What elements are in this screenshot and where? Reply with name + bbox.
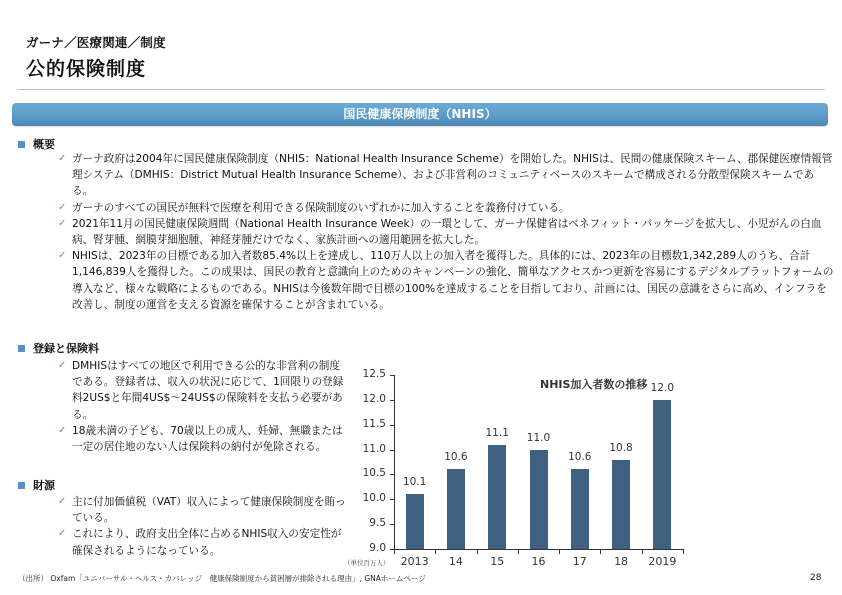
section-heading-finance: [18, 477, 55, 493]
bar-value-label: 11.0: [526, 431, 551, 444]
y-tick: [390, 499, 394, 500]
list-item: [58, 248, 834, 313]
overview-bullet-list: [58, 151, 834, 313]
y-tick: [390, 524, 394, 525]
section-heading-label: 登録と保険料: [33, 342, 99, 355]
x-tick-label: 18: [614, 555, 629, 568]
bullet-text: 18歳未満の子ども、70歳以上の成人、妊婦、無職または一定の居住地のない人は保険料の納付が免除される。: [72, 424, 343, 454]
bar: [406, 494, 424, 549]
list-item: [58, 526, 348, 558]
page-number: 28: [810, 573, 822, 583]
x-tick: [683, 549, 684, 554]
x-tick-label: 2019: [648, 555, 677, 568]
bar-value-label: 11.1: [485, 426, 509, 439]
list-item: [58, 423, 348, 455]
square-icon: [18, 345, 25, 352]
y-tick: [390, 450, 394, 451]
chart-title: NHIS加入者数の推移: [540, 378, 648, 391]
bar: [571, 469, 589, 549]
square-icon: [18, 482, 25, 489]
y-tick-label: 10.5: [362, 467, 386, 480]
bar-value-label: 12.0: [650, 381, 675, 394]
bullet-text: NHISは、2023年の目標である加入者数85.4%以上を達成し、110万人以上の加入者を獲得した。具体的には、2023年の目標数1,342,289人のうち、合計1,146,839人を獲得した。この成果は、国民の教育と意識向上のためのキャンペーンの強化、簡単なアクセスかつ更新を容易にするデジタルプラットフォームの導入など、様々な戦略によるものである。NHISは今後数年間で目標の100%を達成することを目指しており、計画には、国民の意識をさらに高め、インフラを改善し、制度の運営を支える資源を確保することが含まれている。: [72, 250, 834, 311]
x-tick-label: 17: [572, 555, 587, 568]
x-tick: [559, 549, 560, 554]
section-band-nhis: 国民健康保険制度（NHIS）: [12, 103, 828, 126]
check-icon: ✓: [58, 153, 67, 164]
x-tick: [518, 549, 519, 554]
x-tick: [435, 549, 436, 554]
y-axis: [394, 375, 395, 549]
finance-bullet-list: [58, 494, 348, 559]
enrollment-bar-chart: [330, 362, 790, 572]
y-tick-label: 12.5: [362, 368, 386, 380]
bullet-text: ガーナ政府は2004年に国民健康保険制度（NHIS：National Health Insurance Scheme）を開始した。NHISは、民間の健康保険スキーム、郡保健医療情報管理システム（DMHIS：District Mutual Health Insurance Scheme）、および非営利のコミュニティベースのスキームで構成される分散型保険スキームである。: [72, 153, 833, 198]
list-item: [58, 216, 834, 248]
bullet-text: これにより、政府支出全体に占めるNHIS収入の安定性が確保されるようになっている。: [72, 528, 342, 557]
bar: [530, 450, 548, 549]
list-item: [58, 151, 834, 200]
bar: [488, 445, 506, 549]
bar-value-label: 10.6: [444, 451, 468, 464]
x-axis: [394, 549, 683, 550]
bar-value-label: 10.6: [568, 451, 592, 464]
unit-label: （単位百万人）: [344, 559, 390, 567]
x-tick-label: 2013: [400, 555, 429, 568]
check-icon: ✓: [58, 528, 67, 540]
list-item: [58, 494, 348, 526]
breadcrumb: ガーナ／医療関連／制度: [26, 35, 166, 50]
check-icon: ✓: [58, 201, 67, 213]
y-tick: [390, 425, 394, 426]
list-item: [58, 200, 834, 216]
x-tick: [642, 549, 643, 554]
x-tick: [394, 549, 395, 554]
y-tick: [390, 400, 394, 401]
y-tick: [390, 474, 394, 475]
x-tick-label: 16: [531, 555, 546, 568]
bar-value-label: 10.8: [609, 441, 633, 454]
check-icon: ✓: [58, 424, 67, 436]
x-tick-label: 15: [490, 555, 505, 568]
bullet-text: 主に付加価値税（VAT）収入によって健康保険制度を賄っている。: [72, 496, 346, 525]
y-tick: [390, 375, 394, 376]
bullet-text: DMHISはすべての地区で利用できる公的な非営利の制度である。登録者は、収入の状況に応じて、1回限りの登録料2US$と年間4US$～24US$の保険料を支払う必要がある。: [72, 360, 344, 421]
bar-value-label: 10.1: [402, 476, 427, 489]
section-heading-label: 財源: [33, 479, 55, 492]
section-heading-registration: [18, 340, 99, 356]
registration-bullet-list: [58, 358, 348, 455]
bar: [447, 469, 465, 549]
page-title: 公的保険制度: [26, 58, 147, 80]
square-icon: [18, 141, 25, 148]
bullet-text: 2021年11月の国民健康保険週間（National Health Insurance Week）の一環として、ガーナ保健省はベネフィット・パッケージを拡大し、小児がんの白血病、腎芽腫、網膜芽細胞腫、神経芽腫だけでなく、家族計画への適用範囲を拡大した。: [72, 217, 822, 247]
check-icon: ✓: [58, 360, 67, 371]
y-tick-label: 11.5: [362, 417, 386, 430]
x-tick: [477, 549, 478, 554]
y-tick-label: 11.0: [362, 442, 386, 455]
bar: [653, 400, 671, 549]
section-heading-overview: [18, 136, 55, 152]
check-icon: ✓: [58, 250, 67, 262]
x-tick: [600, 549, 601, 554]
check-icon: ✓: [58, 217, 67, 229]
x-tick-label: 14: [448, 555, 463, 568]
y-tick-label: 10.0: [362, 492, 386, 505]
header-divider: [17, 89, 825, 90]
check-icon: ✓: [58, 496, 67, 507]
list-item: [58, 358, 348, 423]
source-note: （出所） Oxfam「ユニバーサル・ヘルス・カバレッジ 健康保険制度から貧困層が排除される理由」, GNAホームページ: [18, 574, 426, 583]
y-tick-label: 9.0: [369, 542, 386, 554]
y-tick-label: 9.5: [369, 517, 386, 530]
bar: [612, 460, 630, 549]
bullet-text: ガーナのすべての国民が無料で医療を利用できる保険制度のいずれかに加入することを義務付けている。: [72, 201, 570, 214]
y-tick-label: 12.0: [362, 392, 386, 405]
section-heading-label: 概要: [33, 138, 55, 151]
